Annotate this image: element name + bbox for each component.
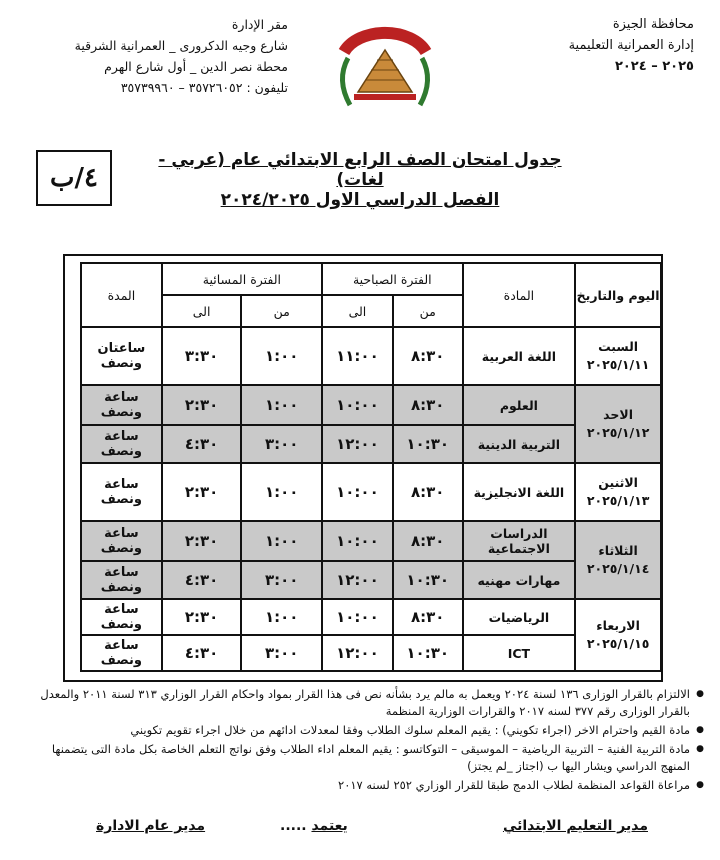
evening-to-cell: ٤:٣٠: [162, 561, 242, 599]
evening-from-cell: ٣:٠٠: [241, 635, 322, 671]
header-administration: إدارة العمرانية التعليمية: [568, 38, 694, 53]
day-date: ٢٠٢٥/١/١٣: [586, 493, 650, 508]
approve-label: يعتمد: [311, 818, 348, 834]
duration-cell: ساعة ونصف: [81, 425, 162, 463]
evening-from-cell: ١:٠٠: [241, 463, 322, 521]
day-cell: [575, 463, 661, 521]
day-date: ٢٠٢٥/١/١٤: [586, 561, 650, 576]
subject-cell: مهارات مهنيه: [463, 561, 576, 599]
page-subtitle: الفصل الدراسي الاول ٢٠٢٤/٢٠٢٥: [220, 190, 500, 210]
subject-cell: الدراسات الاجتماعية: [463, 521, 576, 561]
table-row: [81, 635, 661, 671]
approve-dots: .....: [280, 818, 307, 834]
day-cell: [575, 599, 661, 671]
table-row: [81, 327, 661, 385]
morning-to-cell: ١١:٠٠: [322, 327, 393, 385]
day-name: الاحد: [603, 407, 633, 422]
header-evening: الفترة المسائية: [162, 263, 322, 295]
header-morning-from: من: [393, 295, 463, 327]
duration-cell: ساعة ونصف: [81, 463, 162, 521]
morning-to-cell: ١٠:٠٠: [322, 463, 393, 521]
subject-cell: ICT: [463, 635, 576, 671]
evening-from-cell: ١:٠٠: [241, 327, 322, 385]
evening-to-cell: ٢:٣٠: [162, 385, 242, 425]
note-item: ● الالتزام بالقرار الوزارى ١٣٦ لسنة ٢٠٢٤ ويعمل به مالم يرد بشأنه نص فى هذا القرار بمواد واحكام القرار الوزاري ٣١٣ لسنة ٢٠١١ والمعدل بالقرار الوزارى رقم ٣٧٧ لسنه ٢٠١٧ والقرارات الوزارية المنظمة: [32, 686, 690, 720]
header-year: ٢٠٢٥ – ٢٠٢٤: [614, 59, 694, 74]
day-name: الاثنين: [598, 475, 638, 490]
table-row: [81, 599, 661, 635]
table-row: [81, 463, 661, 521]
class-code: ٤/ب: [50, 163, 98, 193]
duration-cell: ساعة ونصف: [81, 385, 162, 425]
evening-to-cell: ٤:٣٠: [162, 425, 242, 463]
day-cell: [575, 327, 661, 385]
morning-from-cell: ١٠:٣٠: [393, 635, 463, 671]
day-date: ٢٠٢٥/١/١١: [586, 357, 650, 372]
morning-from-cell: ١٠:٣٠: [393, 561, 463, 599]
class-code-box: [36, 150, 112, 206]
morning-to-cell: ١٠:٠٠: [322, 521, 393, 561]
morning-to-cell: ١٢:٠٠: [322, 425, 393, 463]
header-morning-to: الى: [322, 295, 393, 327]
header-governorate-block: [504, 14, 694, 77]
evening-from-cell: ١:٠٠: [241, 521, 322, 561]
header-governorate: محافظة الجيزة: [612, 17, 694, 32]
header-subject: المادة: [463, 263, 576, 327]
note-item: ● مادة التربية الفنية – التربية الرياضية – الموسيقى – التوكاتسو : يقيم المعلم اداء الطلاب وفق نواتج التعلم الخاصة بكل مادة التى يتضمنها المنهج الدراسي ويشار اليها ب (اجتاز _لم يجتز): [32, 741, 690, 775]
notes-section: [32, 686, 704, 796]
morning-to-cell: ١٢:٠٠: [322, 561, 393, 599]
evening-from-cell: ١:٠٠: [241, 599, 322, 635]
note-item: ● مادة القيم واحترام الاخر (اجراء تكويني) : يقيم المعلم سلوك الطلاب وفقا لمعدلات ادائهم من خلال اجراء تقويم تكويني: [32, 722, 690, 739]
page-title: جدول امتحان الصف الرابع الابتدائي عام (عربي - لغات): [158, 150, 562, 190]
morning-to-cell: ١٠:٠٠: [322, 385, 393, 425]
evening-to-cell: ٢:٣٠: [162, 463, 242, 521]
duration-cell: ساعة ونصف: [81, 599, 162, 635]
morning-to-cell: ١٠:٠٠: [322, 599, 393, 635]
table-row: [81, 521, 661, 561]
day-name: الاربعاء: [596, 618, 640, 633]
subject-cell: العلوم: [463, 385, 576, 425]
morning-from-cell: ٨:٣٠: [393, 385, 463, 425]
evening-from-cell: ١:٠٠: [241, 385, 322, 425]
day-cell: [575, 385, 661, 463]
morning-from-cell: ٨:٣٠: [393, 599, 463, 635]
table-row: [81, 561, 661, 599]
table-row: [81, 385, 661, 425]
note-item: ● مراعاة القواعد المنظمة لطلاب الدمج طبقا للقرار الوزاري ٢٥٢ لسنه ٢٠١٧: [32, 777, 690, 794]
subject-cell: الرياضيات: [463, 599, 576, 635]
day-name: الثلاثاء: [598, 543, 638, 558]
subject-cell: اللغة الانجليزية: [463, 463, 576, 521]
subject-cell: اللغة العربية: [463, 327, 576, 385]
signature-approve: [280, 818, 348, 834]
header-evening-to: الى: [162, 295, 242, 327]
morning-from-cell: ٨:٣٠: [393, 463, 463, 521]
morning-from-cell: ١٠:٣٠: [393, 425, 463, 463]
signature-general-director: مدير عام الادارة: [96, 818, 206, 834]
duration-cell: ساعة ونصف: [81, 561, 162, 599]
morning-to-cell: ١٢:٠٠: [322, 635, 393, 671]
subject-cell: التربية الدينية: [463, 425, 576, 463]
header-street: شارع وجيه الدكرورى _ العمرانية الشرقية: [74, 38, 288, 53]
day-name: السبت: [598, 339, 639, 354]
day-date: ٢٠٢٥/١/١٢: [586, 425, 650, 440]
exam-schedule-table: [80, 262, 662, 672]
header-duration: المدة: [81, 263, 162, 327]
table-row: [81, 425, 661, 463]
evening-to-cell: ٣:٣٠: [162, 327, 242, 385]
header-morning: الفترة الصباحية: [322, 263, 463, 295]
day-cell: [575, 521, 661, 599]
morning-from-cell: ٨:٣٠: [393, 521, 463, 561]
evening-from-cell: ٣:٠٠: [241, 425, 322, 463]
header-address-block: [38, 14, 288, 98]
evening-to-cell: ٢:٣٠: [162, 521, 242, 561]
duration-cell: ساعة ونصف: [81, 635, 162, 671]
evening-to-cell: ٢:٣٠: [162, 599, 242, 635]
signature-primary-director: مدير التعليم الابتدائي: [502, 818, 648, 834]
evening-to-cell: ٤:٣٠: [162, 635, 242, 671]
header-station: محطة نصر الدين _ أول شارع الهرم: [104, 59, 288, 74]
duration-cell: ساعتان ونصف: [81, 327, 162, 385]
morning-from-cell: ٨:٣٠: [393, 327, 463, 385]
header-hq: مقر الإدارة: [231, 17, 288, 32]
evening-from-cell: ٣:٠٠: [241, 561, 322, 599]
administration-logo: [330, 10, 440, 110]
header-evening-from: من: [241, 295, 322, 327]
header-phone: تليفون : ٣٥٧٢٦٠٥٢ – ٣٥٧٣٩٩٦٠: [120, 80, 288, 95]
day-date: ٢٠٢٥/١/١٥: [586, 636, 650, 651]
header-day: اليوم والتاريخ: [575, 263, 661, 327]
duration-cell: ساعة ونصف: [81, 521, 162, 561]
